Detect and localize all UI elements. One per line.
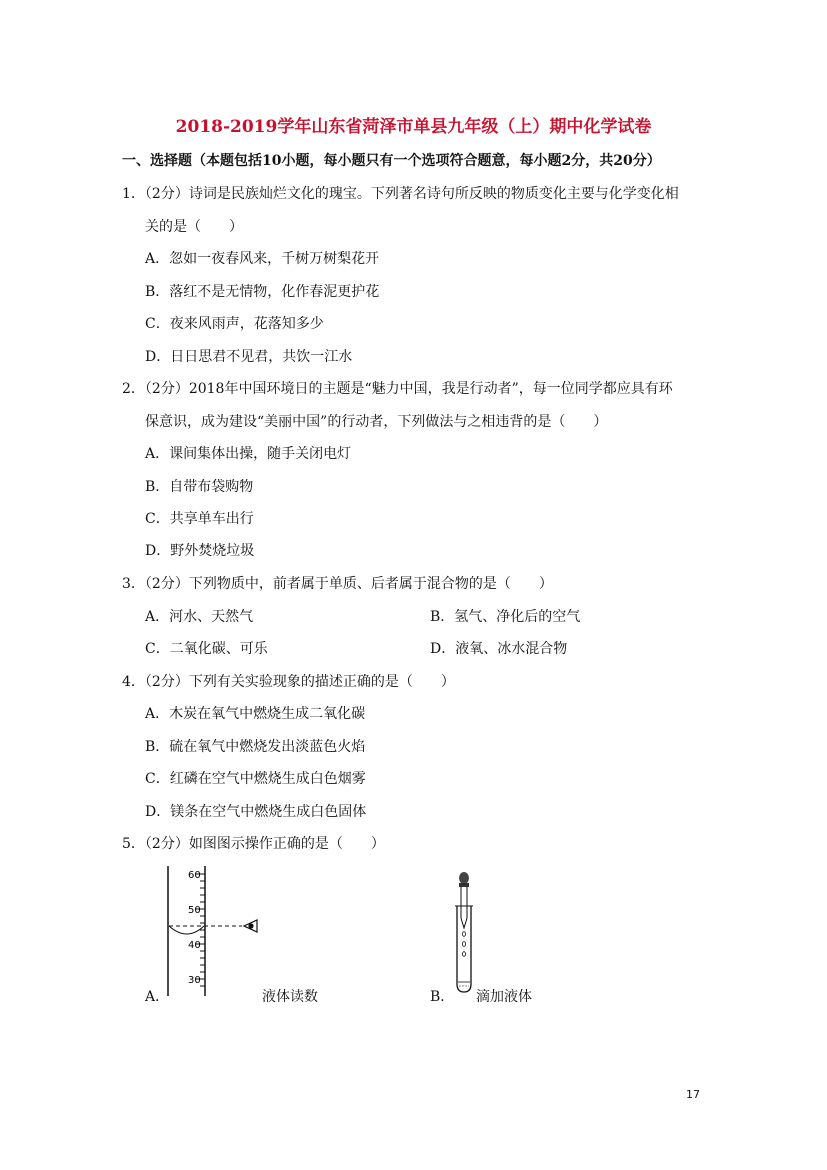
question-4-stem: 4．（2分）下列有关实验现象的描述正确的是（ ） — [122, 674, 455, 690]
figure-a-caption: 液体读数 — [262, 989, 318, 1005]
question-1-option-a: A．忽如一夜春风来，千树万树梨花开 — [145, 251, 380, 267]
question-5-stem: 5．（2分）如图图示操作正确的是（ ） — [122, 836, 385, 852]
question-4-option-d: D．镁条在空气中燃烧生成白色固体 — [145, 804, 367, 820]
question-2-stem: 2．（2分）2018年中国环境日的主题是“魅力中国，我是行动者”，每一位同学都应具有环 — [122, 381, 673, 397]
question-1-option-c: C．夜来风雨声，花落知多少 — [145, 316, 324, 332]
question-3-option-b: B．氢气、净化后的空气 — [430, 609, 581, 625]
page-title: 2018-2019学年山东省菏泽市单县九年级（上）期中化学试卷 — [175, 117, 652, 137]
question-3-option-c: C．二氧化碳、可乐 — [145, 641, 268, 657]
tick-label-40: 40 — [188, 940, 201, 951]
figure-b-letter: B． — [430, 989, 455, 1005]
figure-b-caption: 滴加液体 — [476, 989, 532, 1005]
question-4-option-b: B．硫在氧气中燃烧发出淡蓝色火焰 — [145, 739, 366, 755]
section-heading: 一、选择题（本题包括10小题，每小题只有一个选项符合题意，每小题2分，共20分） — [122, 153, 661, 169]
question-2-option-d: D．野外焚烧垃圾 — [145, 543, 255, 559]
question-2-stem-continued: 保意识，成为建设“美丽中国”的行动者，下列做法与之相违背的是（ ） — [145, 414, 608, 430]
question-3-option-d: D．液氧、冰水混合物 — [430, 641, 568, 657]
question-3-stem: 3．（2分）下列物质中，前者属于单质、后者属于混合物的是（ ） — [122, 576, 553, 592]
question-2-option-a: A．课间集体出操，随手关闭电灯 — [145, 446, 352, 462]
tick-label-60: 60 — [188, 870, 201, 881]
figure-a-letter: A． — [145, 989, 170, 1005]
eye-icon — [244, 920, 257, 932]
graduated-cylinder-figure — [160, 866, 270, 1000]
question-1-option-d: D．日日思君不见君，共饮一江水 — [145, 349, 353, 365]
question-2-option-c: C．共享单车出行 — [145, 511, 254, 527]
question-1-option-b: B．落红不是无情物，化作春泥更护花 — [145, 284, 380, 300]
question-4-option-a: A．木炭在氧气中燃烧生成二氧化碳 — [145, 706, 366, 722]
tick-label-30: 30 — [188, 975, 201, 986]
question-4-option-c: C．红磷在空气中燃烧生成白色烟雾 — [145, 771, 366, 787]
question-1-stem-continued: 关的是（ ） — [145, 219, 243, 235]
dropper-test-tube-figure — [448, 866, 478, 1000]
question-1-stem: 1．（2分）诗词是民族灿烂文化的瑰宝。下列著名诗句所反映的物质变化主要与化学变化相 — [122, 186, 679, 202]
question-2-option-b: B．自带布袋购物 — [145, 479, 254, 495]
page-number: 17 — [686, 1088, 700, 1101]
tick-label-50: 50 — [188, 905, 201, 916]
question-3-option-a: A．河水、天然气 — [145, 609, 254, 625]
